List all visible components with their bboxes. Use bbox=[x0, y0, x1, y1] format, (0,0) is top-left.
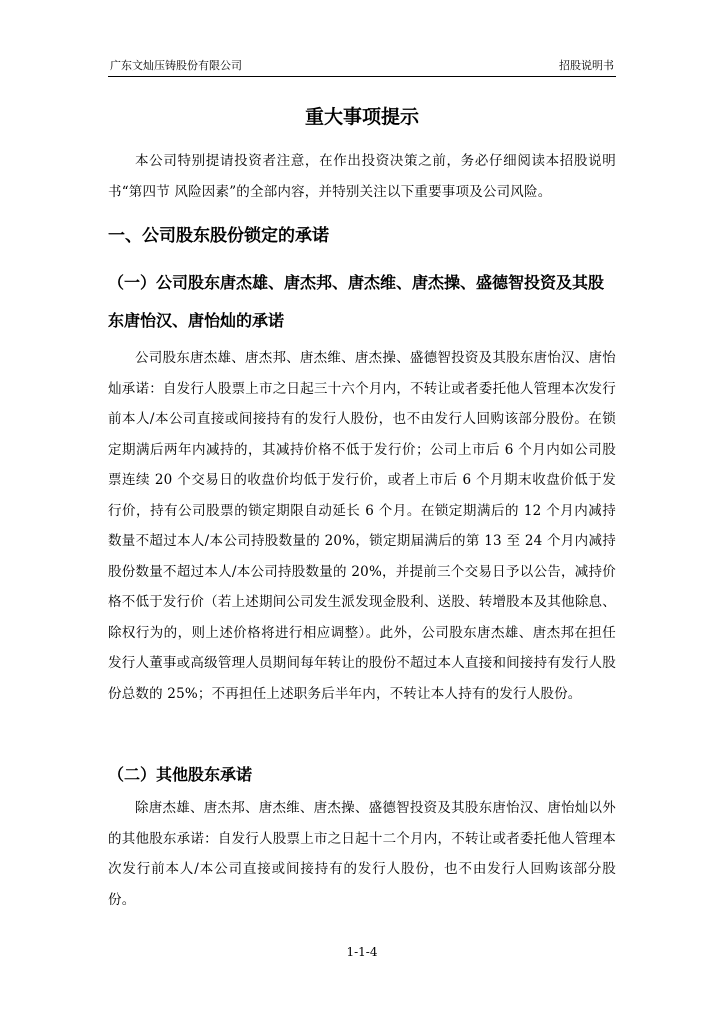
subsection-2-paragraph: 除唐杰雄、唐杰邦、唐杰维、唐杰操、盛德智投资及其股东唐怡汉、唐怡灿以外的其他股东承诺：自发行人股票上市之日起十二个月内，不转让或者委托他人管理本次发行前本人/本公司直接或间接持有的发行人股份，也不由发行人回购该部分股份。 bbox=[108, 800, 616, 908]
subsection-1-body-block bbox=[108, 343, 616, 709]
subsection-2-body-block bbox=[108, 793, 616, 915]
header-company-name: 广东文灿压铸股份有限公司 bbox=[110, 59, 242, 72]
subsection-1-heading: （一）公司股东唐杰雄、唐杰邦、唐杰维、唐杰操、盛德智投资及其股东唐怡汉、唐怡灿的承诺 bbox=[108, 273, 605, 330]
section-1-heading: 一、公司股东股份锁定的承诺 bbox=[108, 226, 329, 246]
intro-paragraph: 本公司特别提请投资者注意，在作出投资决策之前，务必仔细阅读本招股说明书“第四节 风险因素”的全部内容，并特别关注以下重要事项及公司风险。 bbox=[108, 153, 616, 200]
subsection-2-heading: （二）其他股东承诺 bbox=[108, 765, 253, 784]
subsection-2-heading-block bbox=[108, 756, 616, 794]
page-header bbox=[108, 58, 616, 77]
intro-block bbox=[108, 146, 616, 207]
subsection-1-heading-block bbox=[108, 264, 616, 340]
header-document-type: 招股说明书 bbox=[559, 59, 614, 72]
subsection-1-paragraph: 公司股东唐杰雄、唐杰邦、唐杰维、唐杰操、盛德智投资及其股东唐怡汉、唐怡灿承诺：自发行人股票上市之日起三十六个月内，不转让或者委托他人管理本次发行前本人/本公司直接或间接持有的发行人股份，也不由发行人回购该部分股份。在锁定期满后两年内减持的，其减持价格不低于发行价；公司上市后 6 个月内如公司股票连续 20 个交易日的收盘价均低于发行价，或者上市后 6 个月期末收盘价低于发行价，持有公司股票的锁定期限自动延长 6 个月。在锁定期满后的 12 个月内减持数量不超过本人/本公司持股数量的 20%，锁定期届满后的第 13 至 24 个月内减持股份数量不超过本人/本公司持股数量的 20%，并提前三个交易日予以公告，减持价格不低于发行价（若上述期间公司发生派发现金股利、送股、转增股本及其他除息、除权行为的，则上述价格将进行相应调整）。此外，公司股东唐杰雄、唐杰邦在担任发行人董事或高级管理人员期间每年转让的股份不超过本人直接和间接持有发行人股份总数的 25%；不再担任上述职务后半年内，不转让本人持有的发行人股份。 bbox=[108, 350, 616, 702]
page-number: 1-1-4 bbox=[346, 945, 378, 959]
page-title: 重大事项提示 bbox=[304, 106, 419, 128]
section-1-heading-block bbox=[108, 222, 616, 250]
